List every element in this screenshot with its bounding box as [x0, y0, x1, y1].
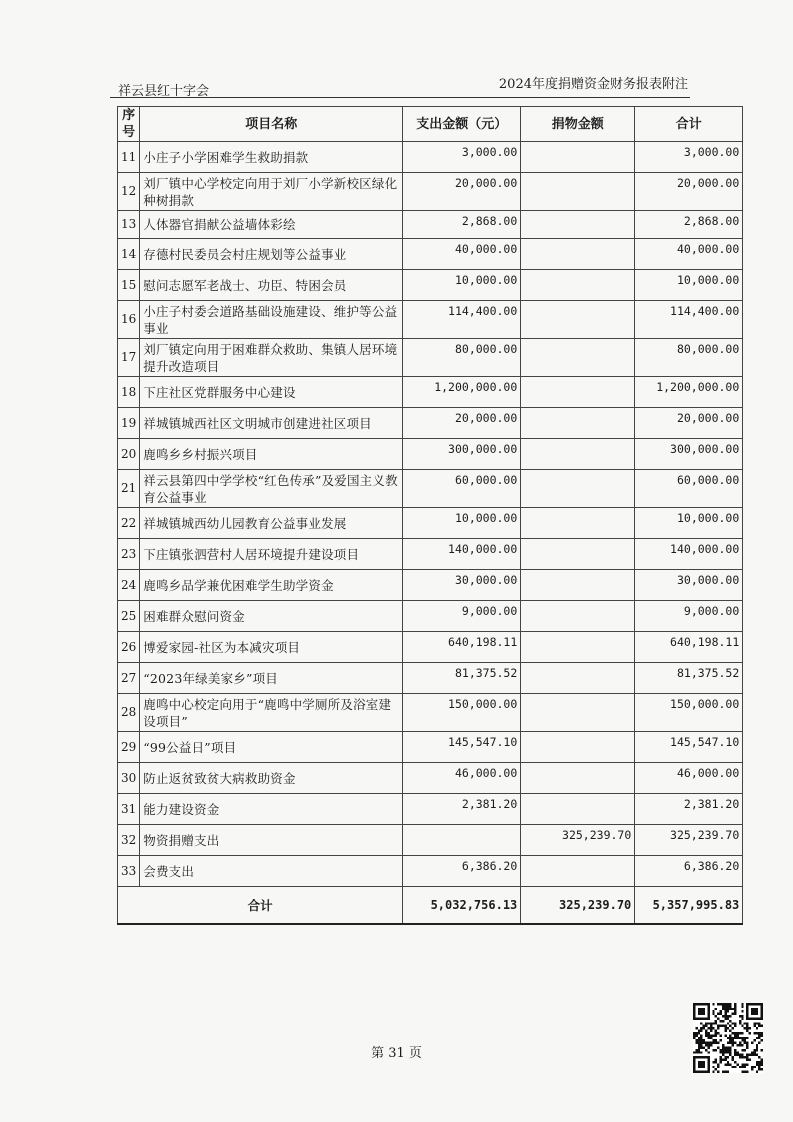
- row-total: 10,000.00: [635, 270, 743, 301]
- row-number: 12: [118, 173, 140, 211]
- row-number: 15: [118, 270, 140, 301]
- row-goods: [521, 301, 635, 339]
- table-row: [118, 694, 743, 732]
- row-goods: [521, 794, 635, 825]
- row-project-name: 鹿鸣乡乡村振兴项目: [140, 439, 403, 470]
- row-total: 40,000.00: [635, 239, 743, 270]
- row-expense: 10,000.00: [403, 508, 521, 539]
- row-total: 30,000.00: [635, 570, 743, 601]
- row-expense: 114,400.00: [403, 301, 521, 339]
- col-header-name: 项目名称: [140, 107, 403, 142]
- row-expense: 20,000.00: [403, 408, 521, 439]
- table-row: [118, 173, 743, 211]
- row-goods: [521, 339, 635, 377]
- row-expense: 150,000.00: [403, 694, 521, 732]
- qr-code-icon: [693, 1003, 763, 1073]
- row-goods: 325,239.70: [521, 825, 635, 856]
- row-project-name: 人体器官捐献公益墙体彩绘: [140, 211, 403, 239]
- table-row: [118, 408, 743, 439]
- row-number: 13: [118, 211, 140, 239]
- table-row: [118, 539, 743, 570]
- table-row: [118, 794, 743, 825]
- row-total: 2,868.00: [635, 211, 743, 239]
- row-number: 21: [118, 470, 140, 508]
- col-header-no: 序号: [118, 107, 140, 142]
- row-goods: [521, 763, 635, 794]
- row-number: 31: [118, 794, 140, 825]
- row-total: 150,000.00: [635, 694, 743, 732]
- row-total: 3,000.00: [635, 142, 743, 173]
- row-total: 1,200,000.00: [635, 377, 743, 408]
- table-row: [118, 570, 743, 601]
- table-row: [118, 239, 743, 270]
- row-goods: [521, 270, 635, 301]
- row-total: 640,198.11: [635, 632, 743, 663]
- row-expense: [403, 825, 521, 856]
- row-expense: 9,000.00: [403, 601, 521, 632]
- row-number: 20: [118, 439, 140, 470]
- row-project-name: 下庄镇张泗营村人居环境提升建设项目: [140, 539, 403, 570]
- row-project-name: 刘厂镇中心学校定向用于刘厂小学新校区绿化种树捐款: [140, 173, 403, 211]
- row-number: 26: [118, 632, 140, 663]
- row-total: 6,386.20: [635, 856, 743, 887]
- row-total: 2,381.20: [635, 794, 743, 825]
- table-row: [118, 470, 743, 508]
- table-row: [118, 856, 743, 887]
- row-goods: [521, 142, 635, 173]
- row-total: 80,000.00: [635, 339, 743, 377]
- header-rule: [110, 97, 690, 98]
- row-total: 140,000.00: [635, 539, 743, 570]
- total-row: [118, 887, 743, 925]
- table-row: [118, 301, 743, 339]
- table-row: [118, 377, 743, 408]
- row-expense: 10,000.00: [403, 270, 521, 301]
- row-project-name: “99公益日”项目: [140, 732, 403, 763]
- row-total: 10,000.00: [635, 508, 743, 539]
- row-expense: 640,198.11: [403, 632, 521, 663]
- row-number: 27: [118, 663, 140, 694]
- row-goods: [521, 694, 635, 732]
- row-goods: [521, 470, 635, 508]
- table-row: [118, 663, 743, 694]
- row-expense: 6,386.20: [403, 856, 521, 887]
- row-expense: 20,000.00: [403, 173, 521, 211]
- row-expense: 140,000.00: [403, 539, 521, 570]
- row-total: 145,547.10: [635, 732, 743, 763]
- row-total: 20,000.00: [635, 173, 743, 211]
- row-project-name: 祥云县第四中学学校“红色传承”及爱国主义教育公益事业: [140, 470, 403, 508]
- header-org: 祥云县红十字会: [118, 84, 210, 99]
- row-total: 9,000.00: [635, 601, 743, 632]
- row-project-name: 防止返贫致贫大病救助资金: [140, 763, 403, 794]
- header-doc-title: 2024年度捐赠资金财务报表附注: [498, 77, 688, 92]
- row-number: 24: [118, 570, 140, 601]
- row-goods: [521, 211, 635, 239]
- row-total: 325,239.70: [635, 825, 743, 856]
- table-row: [118, 825, 743, 856]
- col-header-expense: 支出金额（元）: [403, 107, 521, 142]
- row-number: 33: [118, 856, 140, 887]
- row-number: 14: [118, 239, 140, 270]
- row-goods: [521, 663, 635, 694]
- row-expense: 1,200,000.00: [403, 377, 521, 408]
- row-project-name: 刘厂镇定向用于困难群众救助、集镇人居环境提升改造项目: [140, 339, 403, 377]
- table-row: [118, 601, 743, 632]
- row-goods: [521, 601, 635, 632]
- row-number: 22: [118, 508, 140, 539]
- row-project-name: 存德村民委员会村庄规划等公益事业: [140, 239, 403, 270]
- row-total: 81,375.52: [635, 663, 743, 694]
- table-row: [118, 439, 743, 470]
- row-goods: [521, 173, 635, 211]
- row-number: 25: [118, 601, 140, 632]
- row-project-name: “2023年绿美家乡”项目: [140, 663, 403, 694]
- row-expense: 81,375.52: [403, 663, 521, 694]
- row-project-name: 物资捐赠支出: [140, 825, 403, 856]
- table-row: [118, 508, 743, 539]
- row-project-name: 鹿鸣乡品学兼优困难学生助学资金: [140, 570, 403, 601]
- total-sum: 5,357,995.83: [635, 887, 743, 925]
- row-goods: [521, 539, 635, 570]
- row-number: 23: [118, 539, 140, 570]
- row-expense: 2,868.00: [403, 211, 521, 239]
- row-goods: [521, 732, 635, 763]
- row-project-name: 祥城镇城西社区文明城市创建进社区项目: [140, 408, 403, 439]
- table-header-row: [118, 107, 743, 142]
- row-total: 114,400.00: [635, 301, 743, 339]
- row-project-name: 下庄社区党群服务中心建设: [140, 377, 403, 408]
- row-expense: 145,547.10: [403, 732, 521, 763]
- row-project-name: 困难群众慰问资金: [140, 601, 403, 632]
- table-row: [118, 211, 743, 239]
- row-number: 32: [118, 825, 140, 856]
- row-total: 20,000.00: [635, 408, 743, 439]
- row-total: 46,000.00: [635, 763, 743, 794]
- page-number: 第 31 页: [371, 1046, 422, 1061]
- total-expense: 5,032,756.13: [403, 887, 521, 925]
- row-project-name: 慰问志愿军老战士、功臣、特困会员: [140, 270, 403, 301]
- table-row: [118, 732, 743, 763]
- row-expense: 40,000.00: [403, 239, 521, 270]
- row-expense: 30,000.00: [403, 570, 521, 601]
- row-number: 28: [118, 694, 140, 732]
- col-header-total: 合计: [635, 107, 743, 142]
- row-total: 300,000.00: [635, 439, 743, 470]
- row-project-name: 博爱家园-社区为本减灾项目: [140, 632, 403, 663]
- row-number: 29: [118, 732, 140, 763]
- table-row: [118, 339, 743, 377]
- row-number: 16: [118, 301, 140, 339]
- row-expense: 300,000.00: [403, 439, 521, 470]
- row-goods: [521, 377, 635, 408]
- financial-table: [117, 106, 743, 925]
- row-goods: [521, 239, 635, 270]
- table-row: [118, 632, 743, 663]
- row-goods: [521, 508, 635, 539]
- row-number: 11: [118, 142, 140, 173]
- total-label: 合计: [118, 887, 403, 925]
- row-expense: 3,000.00: [403, 142, 521, 173]
- row-expense: 46,000.00: [403, 763, 521, 794]
- row-number: 18: [118, 377, 140, 408]
- row-goods: [521, 570, 635, 601]
- row-expense: 60,000.00: [403, 470, 521, 508]
- row-goods: [521, 408, 635, 439]
- row-number: 30: [118, 763, 140, 794]
- row-goods: [521, 439, 635, 470]
- table-row: [118, 142, 743, 173]
- row-number: 17: [118, 339, 140, 377]
- total-goods: 325,239.70: [521, 887, 635, 925]
- row-project-name: 小庄子小学困难学生救助捐款: [140, 142, 403, 173]
- row-project-name: 鹿鸣中心校定向用于“鹿鸣中学厕所及浴室建设项目”: [140, 694, 403, 732]
- row-total: 60,000.00: [635, 470, 743, 508]
- row-project-name: 能力建设资金: [140, 794, 403, 825]
- row-number: 19: [118, 408, 140, 439]
- row-goods: [521, 632, 635, 663]
- row-expense: 2,381.20: [403, 794, 521, 825]
- col-header-goods: 捐物金额: [521, 107, 635, 142]
- row-project-name: 会费支出: [140, 856, 403, 887]
- row-expense: 80,000.00: [403, 339, 521, 377]
- row-goods: [521, 856, 635, 887]
- row-project-name: 祥城镇城西幼儿园教育公益事业发展: [140, 508, 403, 539]
- table-row: [118, 270, 743, 301]
- table-row: [118, 763, 743, 794]
- row-project-name: 小庄子村委会道路基础设施建设、维护等公益事业: [140, 301, 403, 339]
